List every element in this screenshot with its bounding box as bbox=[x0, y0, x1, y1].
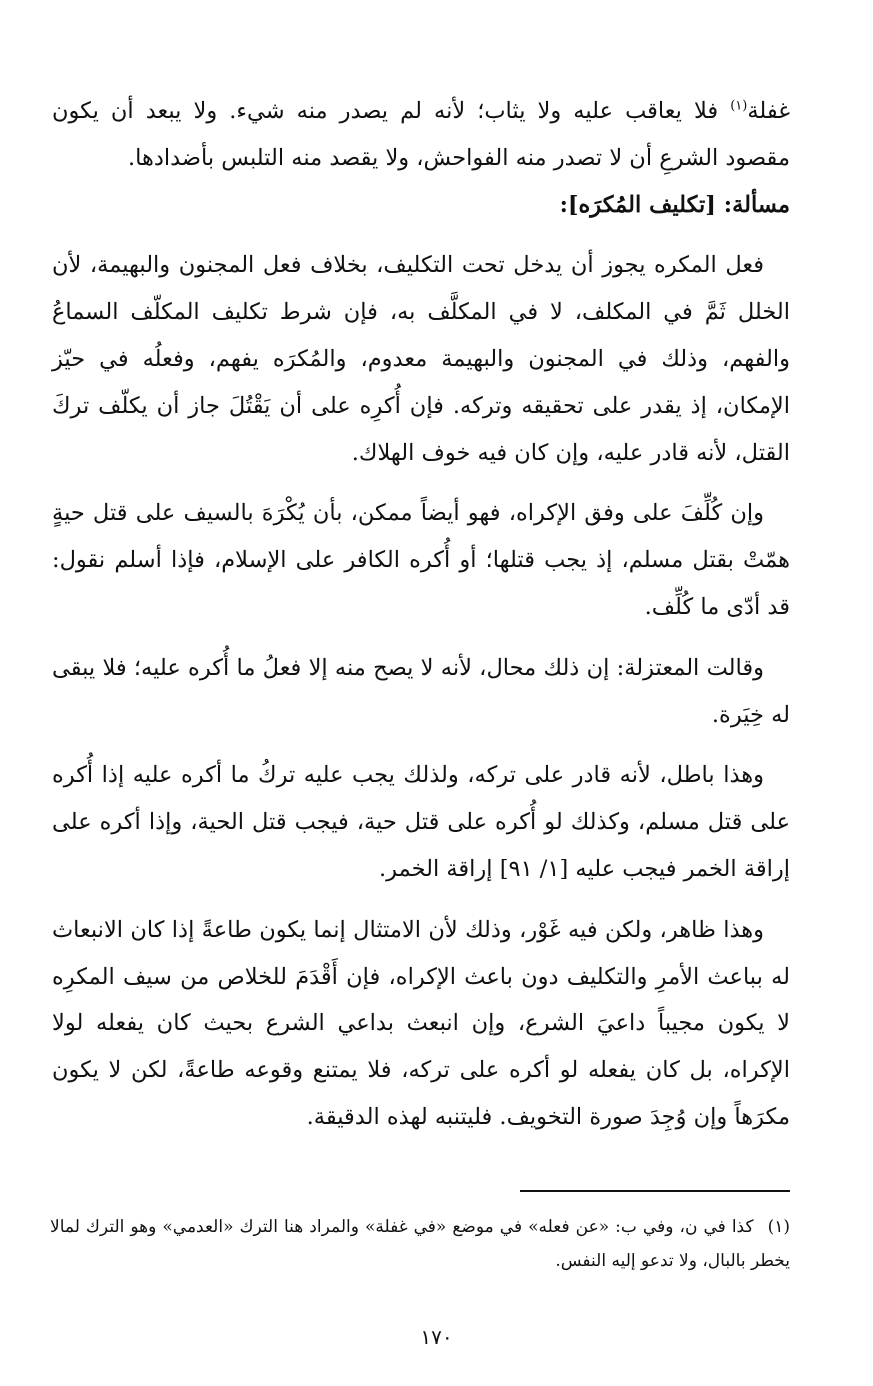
spacer bbox=[52, 476, 790, 490]
intro-first-word: غفلة bbox=[747, 98, 790, 124]
section-heading: مسألة: [تكليف المُكرَه]: bbox=[559, 191, 790, 218]
paragraph-5: وهذا ظاهر، ولكن فيه غَوْر، وذلك لأن الامتثال إنما يكون طاعةً إذا كان الانبعاث له بباعث الأمرِ والتكليف دون باعث الإكراه، فإن أَقْدَمَ للخلاص من سيف المكرِه لا يكون مجيباً داعيَ الشرع، وإن انبعث بداعي الشرع بحيث كان يفعله لولا الإكراه، بل كان يفعله لو أكره على تركه، فلا يمتنع وقوعه طاعةً، لكن لا يكون مكرَهاً وإن وُجِدَ صورة التخويف. فليتنبه لهذه الدقيقة. bbox=[52, 916, 790, 1130]
spacer bbox=[52, 738, 790, 752]
footnotes bbox=[50, 1210, 790, 1278]
paragraph-2: وإن كُلِّفَ على وفق الإكراه، فهو أيضاً ممكن، بأن يُكْرَهَ بالسيف على قتل حيةٍ همّتْ بقتل مسلم، إذ يجب قتلها؛ أو أُكره الكافر على الإسلام، فإذا أسلم نقول: قد أدّى ما كُلِّف. bbox=[52, 500, 790, 620]
footnote-marker: (١) bbox=[767, 1217, 790, 1237]
spacer bbox=[52, 893, 790, 907]
page-number: ١٧٠ bbox=[420, 1325, 453, 1349]
spacer bbox=[52, 228, 790, 242]
paragraph-1: فعل المكره يجوز أن يدخل تحت التكليف، بخلاف فعل المجنون والبهيمة، لأن الخلل ثَمَّ في المكلف، لا في المكلَّف به، فإن شرط تكليف المكلّف السماعُ والفهم، وذلك في المجنون والبهيمة معدوم، والمُكرَه يفهم، وفعلُه في حيّز الإمكان، إذ يقدر على تحقيقه وتركه. فإن أُكرِه على أن يَقْتُلَ جاز أن يكلّف تركَ القتل، لأنه قادر عليه، وإن كان فيه خوف الهلاك. bbox=[52, 252, 790, 466]
spacer bbox=[52, 631, 790, 645]
paragraph-intro bbox=[52, 88, 790, 182]
page-body bbox=[52, 88, 790, 1141]
intro-rest: فلا يعاقب عليه ولا يثاب؛ لأنه لم يصدر منه شيء. ولا يبعد أن يكون مقصود الشرعِ أن لا تصدر منه الفواحش، ولا يقصد منه التلبس بأضدادها. bbox=[52, 98, 790, 171]
footnote-divider bbox=[520, 1190, 790, 1192]
paragraph-3: وقالت المعتزلة: إن ذلك محال، لأنه لا يصح منه إلا فعلُ ما أُكره عليه؛ فلا يبقى له خِيَرة. bbox=[52, 654, 790, 728]
footnote-text: كذا في ن، وفي ب: «عن فعله» في موضع «في غفلة» والمراد هنا الترك «العدمي» وهو الترك لمالا يخطر بالبال، ولا تدعو إليه النفس. bbox=[50, 1217, 790, 1271]
footnote-reference[interactable]: (١) bbox=[730, 98, 748, 114]
paragraph-4: وهذا باطل، لأنه قادر على تركه، ولذلك يجب عليه تركُ ما أكره عليه إذا أُكره على قتل مسلم، وكذلك لو أُكره على قتل حية، فيجب قتل الحية، وإذا أكره على إراقة الخمر فيجب عليه [١/ ٩١] إراقة الخمر. bbox=[52, 762, 790, 882]
